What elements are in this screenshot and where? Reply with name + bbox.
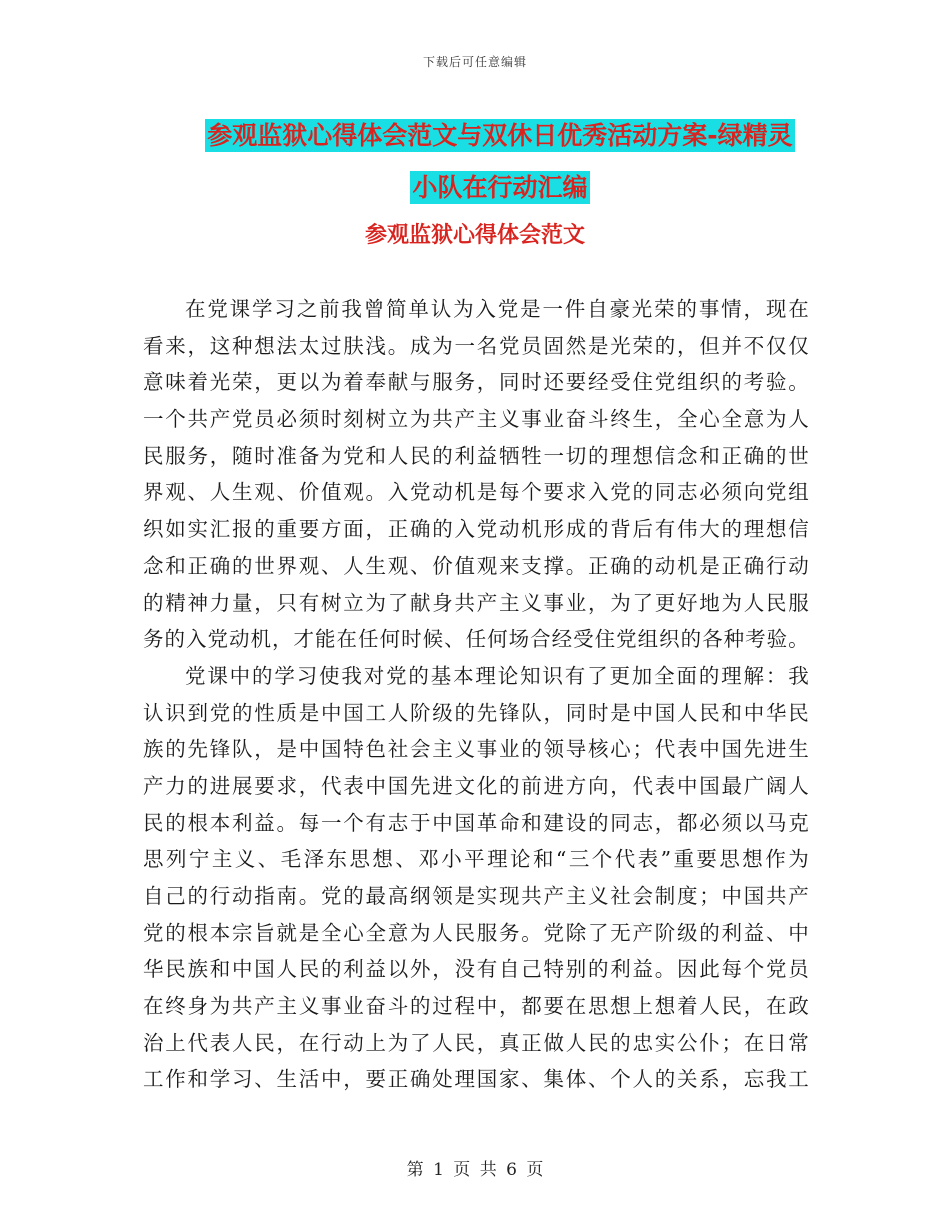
page-footer: 第 1 页 共 6 页: [406, 1160, 544, 1180]
text-line: 族的先锋队，是中国特色社会主义事业的领导核心；代表中国先进生: [143, 737, 809, 762]
title-line-1: 参观监狱心得体会范文与双休日优秀活动方案-绿精灵: [207, 121, 793, 150]
text-line: 的精神力量，只有树立为了献身共产主义事业，为了更好地为人民服: [143, 590, 809, 615]
text-line: 一个共产党员必须时刻树立为共产主义事业奋斗终生，全心全意为人: [143, 407, 809, 432]
text-line: 界观、人生观、价值观。入党动机是每个要求入党的同志必须向党组: [143, 480, 809, 505]
text-line: 党的根本宗旨就是全心全意为人民服务。党除了无产阶级的利益、中: [143, 920, 809, 945]
text-line: 自己的行动指南。党的最高纲领是实现共产主义社会制度；中国共产: [143, 884, 809, 908]
text-line: 民的根本利益。每一个有志于中国革命和建设的同志，都必须以马克: [143, 810, 809, 835]
section-title: 参观监狱心得体会范文: [364, 223, 585, 248]
text-line: 看来，这种想法太过肤浅。成为一名党员固然是光荣的，但并不仅仅: [143, 333, 809, 358]
text-line: 民服务，随时准备为党和人民的利益牺牲一切的理想信念和正确的世: [143, 443, 809, 468]
text-line: 产力的进展要求，代表中国先进文化的前进方向，代表中国最广阔人: [143, 773, 809, 798]
text-line: 念和正确的世界观、人生观、价值观来支撑。正确的动机是正确行动: [143, 553, 809, 578]
text-line: 务的入党动机，才能在任何时候、任何场合经受住党组织的各种考验。: [143, 627, 809, 652]
text-line: 华民族和中国人民的利益以外，没有自己特别的利益。因此每个党员: [143, 957, 809, 982]
text-line: 织如实汇报的重要方面，正确的入党动机形成的背后有伟大的理想信: [143, 517, 809, 542]
document-title: [140, 110, 860, 214]
text-line: 意味着光荣，更以为着奉献与服务，同时还要经受住党组织的考验。: [143, 370, 809, 395]
text-line: 党课中的学习使我对党的基本理论知识有了更加全面的理解：我: [185, 663, 809, 688]
text-line: 认识到党的性质是中国工人阶级的先锋队，同时是中国人民和中华民: [143, 700, 809, 725]
text-line: 思列宁主义、毛泽东思想、邓小平理论和“三个代表”重要思想作为: [143, 847, 809, 872]
body-text: [143, 291, 809, 1098]
header-note: 下载后可任意编辑: [422, 55, 527, 69]
title-line-2: 小队在行动汇编: [412, 173, 588, 202]
text-line: 在党课学习之前我曾简单认为入党是一件自豪光荣的事情，现在: [185, 297, 809, 321]
text-line: 在终身为共产主义事业奋斗的过程中，都要在思想上想着人民，在政: [143, 994, 809, 1019]
text-line: 治上代表人民，在行动上为了人民，真正做人民的忠实公仆；在日常: [143, 1030, 809, 1055]
text-line: 工作和学习、生活中，要正确处理国家、集体、个人的关系，忘我工: [143, 1067, 809, 1092]
